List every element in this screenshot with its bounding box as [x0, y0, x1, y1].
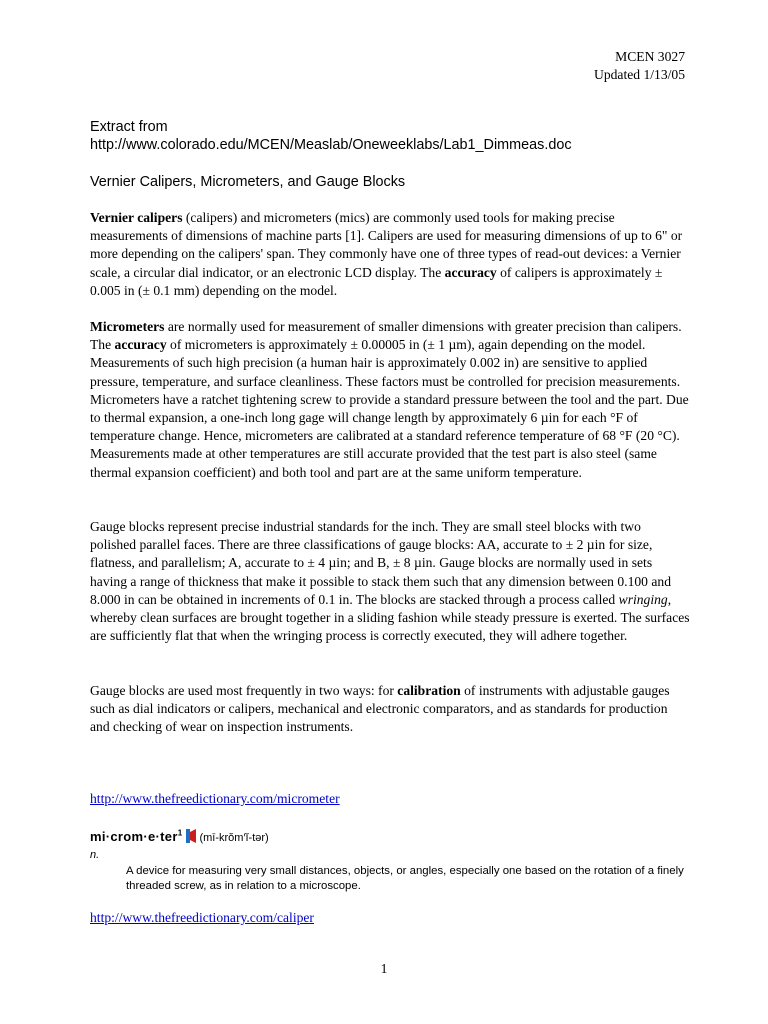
term-wringing: wringing: [618, 591, 668, 607]
headword-text: mi·crom·e·ter: [90, 829, 178, 844]
part-of-speech: n.: [90, 849, 100, 861]
paragraph-gauge-blocks: [90, 518, 690, 645]
headword-superscript: 1: [177, 828, 183, 838]
paragraph-calipers: [90, 209, 690, 300]
term-accuracy: accuracy: [444, 264, 497, 280]
term-micrometers: Micrometers: [90, 319, 165, 334]
document-header: [594, 48, 685, 84]
link-caliper[interactable]: http://www.thefreedictionary.com/caliper: [90, 910, 314, 925]
paragraph-text: (calipers) and micrometers (mics) are commonly used tools for making precise measurements of dimensions of machine parts [1]. Calipers are used for measuring dimensions of up to 6" or more depending on the calipers' span. They commonly have one of three types of read-out devices: a Vernier scale, a circular dial indicator, or an electronic LCD display. The: [90, 210, 683, 280]
paragraph-text: , whereby clean surfaces are brought together in a sliding fashion while steady pressure is exerted. The surfaces are sufficiently flat that when the wringing process is correctly executed, they will adhere together.: [90, 591, 690, 644]
term-calibration: calibration: [397, 683, 461, 698]
paragraph-micrometers: [90, 318, 690, 482]
dictionary-headword: [90, 829, 182, 844]
paragraph-text: of instruments with adjustable gauges such as dial indicators or calipers, mechanical and electronic comparators, and as standards for production and checking of wear on inspection instruments.: [90, 683, 670, 735]
extract-source: [90, 118, 572, 154]
term-vernier-calipers: Vernier calipers: [90, 210, 183, 225]
term-accuracy: accuracy: [114, 337, 167, 353]
pronunciation: (mī-krŏm′ĭ-tər): [199, 832, 269, 844]
updated-date: Updated 1/13/05: [594, 67, 685, 82]
definition-text: A device for measuring very small distances, objects, or angles, especially one based on the rotation of a finely threaded screw, as in relation to a microscope.: [126, 865, 684, 892]
document-title: Vernier Calipers, Micrometers, and Gauge Blocks: [90, 174, 406, 190]
paragraph-gauge-uses: [90, 682, 690, 737]
paragraph-text: of micrometers is approximately ± 0.00005 in (± 1 µm), again depending on the model. Measurements of such high precision (a human hair is approximately 0.002 in) are sensitive to applied pressure, temperature, and surface cleanliness. These factors must be controlled for precision measurements. Micrometers have a ratchet tightening screw to provide a standard pressure between the tool and the part. Due to thermal expansion, a one-inch long gage will change length by approximately 6 µin for each °F of temperature change. Hence, micrometers are calibrated at a standard reference temperature of 68 °F (20 °C). Measurements made at other temperatures are still accurate provided that the test part is also steel (same thermal expansion coefficient) and both tool and part are at the same uniform temperature.: [90, 337, 689, 480]
speaker-icon[interactable]: [186, 829, 198, 843]
extract-label: Extract from: [90, 119, 168, 135]
page-number: 1: [380, 961, 388, 976]
dictionary-entry: [90, 828, 269, 846]
paragraph-text: are normally used for measurement of smaller dimensions with greater precision than calipers. The: [90, 319, 682, 353]
link-micrometer[interactable]: http://www.thefreedictionary.com/micrometer: [90, 791, 340, 806]
paragraph-text: of calipers is approximately ± 0.005 in (± 0.1 mm) depending on the model.: [90, 264, 663, 298]
paragraph-text: Gauge blocks represent precise industrial standards for the inch. They are small steel blocks with two polished parallel faces. There are three classifications of gauge blocks: AA, accurate to ± 2 µin for size, flatness, and parallelism; A, accurate to ± 4 µin; and B, ± 8 µin. Gauge blocks are normally used in sets having a range of thickness that make it possible to stack them such that any dimension between 0.100 and 8.000 in can be obtained in increments of 0.1 in. The blocks are stacked through a process called: [90, 519, 671, 607]
course-code: MCEN 3027: [615, 49, 685, 64]
extract-url: http://www.colorado.edu/MCEN/Measlab/Oneweeklabs/Lab1_Dimmeas.doc: [90, 137, 572, 153]
paragraph-text: Gauge blocks are used most frequently in two ways: for: [90, 683, 398, 698]
